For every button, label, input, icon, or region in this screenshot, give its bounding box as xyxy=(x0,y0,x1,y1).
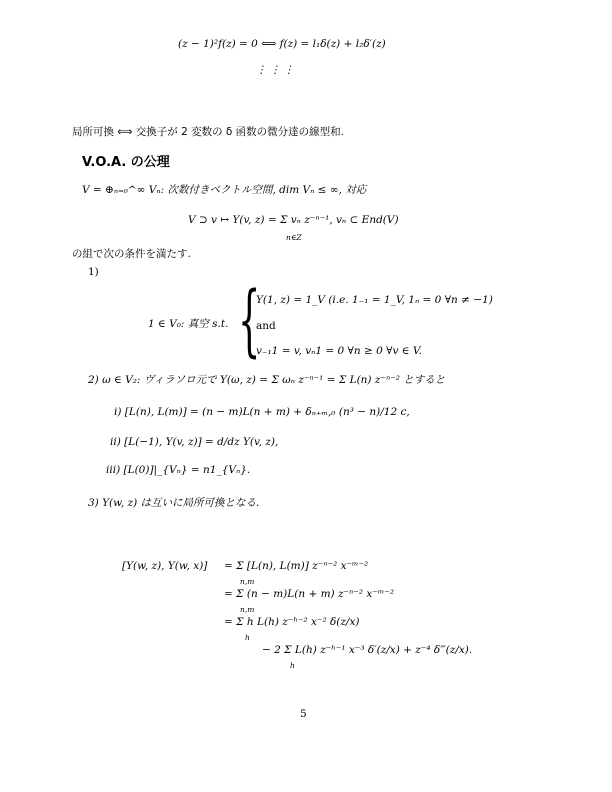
left-brace: { xyxy=(238,276,261,366)
calc-line-2-subscript: n,m xyxy=(240,605,255,614)
calc-line-4-subscript: h xyxy=(290,661,295,670)
calc-line-1-lhs: [Y(w, z), Y(w, x)] xyxy=(122,560,208,572)
definition-v: V = ⊕ₙ₌₀^∞ Vₙ: 次数付きベクトル空間, dim Vₙ ≤ ∞, 対応 xyxy=(82,184,367,196)
calc-line-3-rhs: = Σ h L(h) z⁻ʰ⁻² x⁻² δ(z/x) xyxy=(224,616,360,628)
condition-1-lhs: 1 ∈ V₀: 真空 s.t. xyxy=(148,318,229,330)
condition-2-ii: ii) [L(−1), Y(v, z)] = d/dz Y(v, z), xyxy=(110,436,279,448)
map-sum-subscript: n∈Z xyxy=(286,233,302,242)
calc-line-1-subscript: n,m xyxy=(240,577,255,586)
calc-line-4-rhs: − 2 Σ L(h) z⁻ʰ⁻¹ x⁻³ δ′(z/x) + z⁻⁴ δ‴(z/x). xyxy=(262,644,473,656)
vertical-dots: ⋮ ⋮ ⋮ xyxy=(256,64,295,76)
condition-1-label: 1) xyxy=(88,266,99,278)
local-commutativity-statement: 局所可換 ⟺ 交換子が 2 変数の δ 函数の微分達の線型和. xyxy=(72,126,345,138)
condition-3: 3) Y(w, z) は互いに局所可換となる. xyxy=(88,497,260,509)
calc-line-2-rhs: = Σ (n − m)L(n + m) z⁻ⁿ⁻² x⁻ᵐ⁻² xyxy=(224,588,395,600)
page-number: 5 xyxy=(300,708,307,720)
calc-line-1-rhs: = Σ [L(n), L(m)] z⁻ⁿ⁻² x⁻ᵐ⁻² xyxy=(224,560,369,572)
condition-2: 2) ω ∈ V₂: ヴィラソロ元で Y(ω, z) = Σ ωₙ z⁻ⁿ⁻¹ = Σ L(n) z⁻ⁿ⁻² とすると xyxy=(88,374,446,386)
equation-top: (z − 1)²f(z) = 0 ⟺ f(z) = l₁δ(z) + l₂δ′(z) xyxy=(178,38,386,50)
condition-2-iii: iii) [L(0)]|_{Vₙ} = n1_{Vₙ}. xyxy=(106,464,251,476)
condition-1-vacuum: Y(1, z) = 1_V (i.e. 1₋₁ = 1_V, 1ₙ = 0 ∀n ≠ −1) xyxy=(256,294,493,306)
section-heading: V.O.A. の公理 xyxy=(82,155,170,170)
conditions-intro: の組で次の条件を満たす. xyxy=(72,248,191,260)
condition-1-and: and xyxy=(256,320,276,332)
calc-line-3-subscript: h xyxy=(245,633,250,642)
map-equation: V ⊃ v ↦ Y(v, z) = Σ vₙ z⁻ⁿ⁻¹, vₙ ⊂ End(V) xyxy=(188,214,399,226)
condition-1-creation: v₋₁1 = v, vₙ1 = 0 ∀n ≥ 0 ∀v ∈ V. xyxy=(256,345,422,357)
condition-2-i: i) [L(n), L(m)] = (n − m)L(n + m) + δₙ₊ₘ,₀ (n³ − n)/12 c, xyxy=(114,406,410,418)
